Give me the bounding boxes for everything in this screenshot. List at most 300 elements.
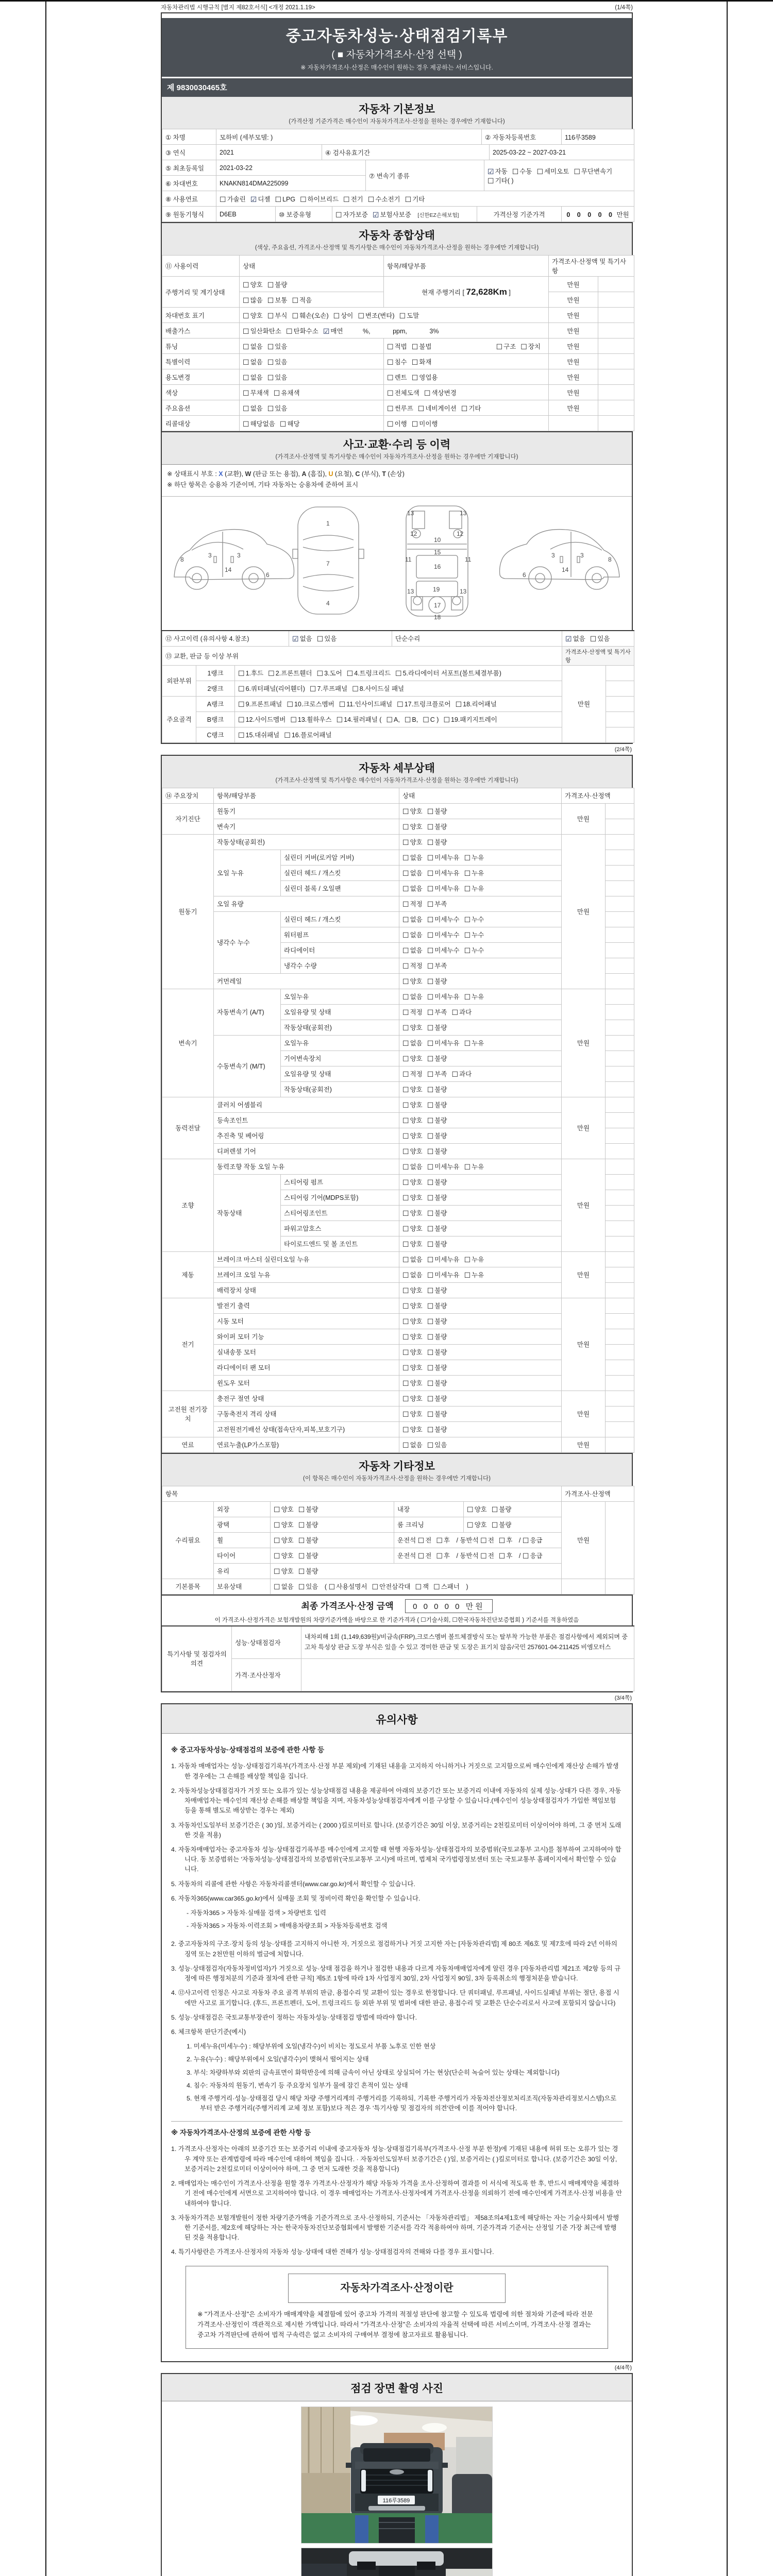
checkbox-option[interactable] [492,1504,512,1514]
checkbox-option[interactable] [323,326,343,335]
checkbox-option[interactable] [427,1162,460,1171]
checkbox-option[interactable] [402,1115,423,1125]
unchecked-checkbox-icon[interactable]: ☐ [402,1071,409,1079]
unchecked-checkbox-icon[interactable]: ☐ [333,312,340,320]
checkbox-option[interactable] [402,837,423,846]
unchecked-checkbox-icon[interactable]: ☐ [274,1583,280,1591]
unchecked-checkbox-icon[interactable]: ☐ [427,1411,434,1419]
checkbox-option[interactable] [300,194,339,204]
unchecked-checkbox-icon[interactable]: ☐ [464,1040,471,1048]
unchecked-checkbox-icon[interactable]: ☐ [427,1442,434,1450]
unchecked-checkbox-icon[interactable]: ☐ [411,420,418,429]
unchecked-checkbox-icon[interactable]: ☐ [346,670,354,678]
checkbox-option[interactable] [402,1409,423,1418]
unchecked-checkbox-icon[interactable]: ☐ [427,1333,434,1342]
checkbox-option[interactable] [412,357,432,366]
checkbox-option[interactable] [464,945,484,955]
checkbox-option[interactable] [402,1301,423,1310]
unchecked-checkbox-icon[interactable]: ☐ [520,343,527,351]
unchecked-checkbox-icon[interactable]: ☐ [402,1287,409,1295]
unchecked-checkbox-icon[interactable]: ☐ [402,839,409,847]
unchecked-checkbox-icon[interactable]: ☐ [402,993,409,1002]
unchecked-checkbox-icon[interactable]: ☐ [427,1101,434,1110]
unchecked-checkbox-icon[interactable]: ☐ [220,195,226,204]
checkbox-option[interactable] [238,684,305,693]
unchecked-checkbox-icon[interactable]: ☐ [417,404,425,413]
checkbox-option[interactable] [402,1440,423,1449]
checkbox-option[interactable] [298,1551,318,1560]
checkbox-option[interactable] [243,419,275,428]
checkbox-option[interactable] [329,1582,367,1591]
checkbox-option[interactable] [456,699,497,708]
unchecked-checkbox-icon[interactable]: ☐ [498,1552,506,1561]
unchecked-checkbox-icon[interactable]: ☐ [436,1537,443,1545]
unchecked-checkbox-icon[interactable]: ☐ [464,993,471,1002]
checkbox-option[interactable] [267,372,288,382]
unchecked-checkbox-icon[interactable]: ☐ [402,1210,409,1218]
checkbox-option[interactable] [347,668,391,677]
checkbox-option[interactable] [427,1023,447,1032]
unchecked-checkbox-icon[interactable]: ☐ [243,374,249,382]
unchecked-checkbox-icon[interactable]: ☐ [243,312,249,320]
unchecked-checkbox-icon[interactable]: ☐ [402,1380,409,1388]
checkbox-option[interactable] [402,1038,423,1047]
unchecked-checkbox-icon[interactable]: ☐ [267,374,274,382]
checkbox-option[interactable] [418,403,457,413]
unchecked-checkbox-icon[interactable]: ☐ [427,1194,434,1202]
unchecked-checkbox-icon[interactable]: ☐ [464,885,471,893]
checkbox-option[interactable] [512,166,532,176]
unchecked-checkbox-icon[interactable]: ☐ [512,167,519,176]
checkbox-option[interactable] [267,403,288,413]
unchecked-checkbox-icon[interactable]: ☐ [309,685,316,693]
checkbox-option[interactable] [243,372,263,382]
unchecked-checkbox-icon[interactable]: ☐ [402,1318,409,1326]
checkbox-option[interactable] [427,806,447,816]
unchecked-checkbox-icon[interactable]: ☐ [243,420,249,429]
checked-checkbox-icon[interactable]: ☑ [488,167,494,176]
checkbox-option[interactable] [250,194,271,204]
unchecked-checkbox-icon[interactable]: ☐ [427,1426,434,1434]
checkbox-option[interactable] [402,961,423,970]
unchecked-checkbox-icon[interactable]: ☐ [352,685,359,693]
checkbox-option[interactable] [402,1378,423,1387]
unchecked-checkbox-icon[interactable]: ☐ [427,1395,434,1403]
unchecked-checkbox-icon[interactable]: ☐ [402,1272,409,1280]
checkbox-option[interactable] [402,1131,423,1140]
checkbox-option[interactable] [243,295,263,304]
unchecked-checkbox-icon[interactable]: ☐ [402,901,409,909]
unchecked-checkbox-icon[interactable]: ☐ [427,808,434,816]
checkbox-option[interactable] [387,372,407,382]
unchecked-checkbox-icon[interactable]: ☐ [496,343,503,351]
checkbox-option[interactable] [402,930,423,939]
checked-checkbox-icon[interactable]: ☑ [292,635,299,643]
checkbox-option[interactable] [427,1440,447,1449]
checkbox-option[interactable] [274,1535,294,1545]
unchecked-checkbox-icon[interactable]: ☐ [402,1086,409,1094]
unchecked-checkbox-icon[interactable]: ☐ [387,374,394,382]
unchecked-checkbox-icon[interactable]: ☐ [417,1552,425,1561]
unchecked-checkbox-icon[interactable]: ☐ [274,1521,280,1530]
checkbox-option[interactable] [274,1582,294,1591]
unchecked-checkbox-icon[interactable]: ☐ [290,716,297,724]
unchecked-checkbox-icon[interactable]: ☐ [491,1506,498,1514]
checkbox-option[interactable] [418,1535,432,1545]
checkbox-option[interactable] [427,930,460,939]
checkbox-option[interactable] [418,1551,432,1560]
checkbox-option[interactable] [402,1347,423,1357]
checkbox-option[interactable] [427,945,460,955]
checkbox-option[interactable] [443,715,497,724]
checkbox-option[interactable] [267,295,288,304]
checkbox-option[interactable] [402,1239,423,1248]
unchecked-checkbox-icon[interactable]: ☐ [424,389,431,398]
unchecked-checkbox-icon[interactable]: ☐ [522,1537,529,1545]
checkbox-option[interactable] [238,699,282,708]
checkbox-option[interactable] [317,634,337,643]
unchecked-checkbox-icon[interactable]: ☐ [411,358,418,367]
unchecked-checkbox-icon[interactable]: ☐ [387,420,394,429]
checkbox-option[interactable] [427,868,460,877]
checkbox-option[interactable] [220,194,246,204]
unchecked-checkbox-icon[interactable]: ☐ [464,947,471,955]
unchecked-checkbox-icon[interactable]: ☐ [491,1521,498,1530]
checkbox-option[interactable] [286,326,318,335]
checkbox-option[interactable] [402,1270,423,1279]
unchecked-checkbox-icon[interactable]: ☐ [427,1225,434,1233]
unchecked-checkbox-icon[interactable]: ☐ [427,1148,434,1156]
checkbox-option[interactable] [243,311,263,320]
unchecked-checkbox-icon[interactable]: ☐ [427,962,434,971]
unchecked-checkbox-icon[interactable]: ☐ [467,1506,474,1514]
checkbox-option[interactable] [267,280,288,289]
checkbox-option[interactable] [243,357,263,366]
unchecked-checkbox-icon[interactable]: ☐ [427,1163,434,1172]
checkbox-option[interactable] [274,1504,294,1514]
unchecked-checkbox-icon[interactable]: ☐ [411,374,418,382]
checkbox-option[interactable] [427,837,447,846]
checkbox-option[interactable] [402,1162,423,1171]
checkbox-option[interactable] [402,1394,423,1403]
checkbox-option[interactable] [433,1582,460,1591]
checkbox-option[interactable] [427,1208,447,1217]
checkbox-option[interactable] [427,1007,447,1016]
checkbox-option[interactable] [451,1069,472,1078]
unchecked-checkbox-icon[interactable]: ☐ [402,1132,409,1141]
unchecked-checkbox-icon[interactable]: ☐ [427,1086,434,1094]
checkbox-option[interactable] [427,1409,447,1418]
checkbox-option[interactable] [427,1255,460,1264]
checkbox-option[interactable] [387,403,413,413]
unchecked-checkbox-icon[interactable]: ☐ [298,1521,305,1530]
unchecked-checkbox-icon[interactable]: ☐ [405,195,412,204]
checkbox-option[interactable] [427,1270,460,1279]
unchecked-checkbox-icon[interactable]: ☐ [273,389,280,398]
checkbox-option[interactable] [238,715,285,724]
unchecked-checkbox-icon[interactable]: ☐ [464,916,471,924]
unchecked-checkbox-icon[interactable]: ☐ [411,343,418,351]
checkbox-option[interactable] [268,668,312,677]
checkbox-option[interactable] [427,822,447,831]
unchecked-checkbox-icon[interactable]: ☐ [402,1194,409,1202]
checkbox-option[interactable] [499,1551,513,1560]
unchecked-checkbox-icon[interactable]: ☐ [402,1101,409,1110]
checkbox-option[interactable] [590,634,610,643]
checkbox-option[interactable] [274,388,300,397]
checkbox-option[interactable] [427,1146,447,1156]
unchecked-checkbox-icon[interactable]: ☐ [279,420,287,429]
unchecked-checkbox-icon[interactable]: ☐ [243,296,249,305]
checkbox-option[interactable] [267,311,288,320]
checkbox-option[interactable] [427,1301,447,1310]
unchecked-checkbox-icon[interactable]: ☐ [238,716,245,724]
checkbox-option[interactable] [424,388,457,397]
checkbox-option[interactable] [284,730,331,739]
unchecked-checkbox-icon[interactable]: ☐ [427,1071,434,1079]
checkbox-option[interactable] [427,1316,447,1326]
checkbox-option[interactable] [427,1363,447,1372]
unchecked-checkbox-icon[interactable]: ☐ [399,312,406,320]
unchecked-checkbox-icon[interactable]: ☐ [298,1537,305,1545]
unchecked-checkbox-icon[interactable]: ☐ [243,327,249,336]
unchecked-checkbox-icon[interactable]: ☐ [402,1442,409,1450]
checkbox-option[interactable] [373,210,411,219]
checkbox-option[interactable] [427,1285,447,1295]
checkbox-option[interactable] [275,195,296,204]
checkbox-option[interactable] [368,194,400,204]
unchecked-checkbox-icon[interactable]: ☐ [300,195,307,204]
unchecked-checkbox-icon[interactable]: ☐ [372,1583,379,1591]
checked-checkbox-icon[interactable]: ☑ [323,327,330,336]
checkbox-option[interactable] [427,1239,447,1248]
unchecked-checkbox-icon[interactable]: ☐ [464,931,471,940]
unchecked-checkbox-icon[interactable]: ☐ [402,1426,409,1434]
checkbox-option[interactable] [464,930,484,939]
checkbox-option[interactable] [352,684,404,693]
unchecked-checkbox-icon[interactable]: ☐ [427,870,434,878]
checkbox-option[interactable] [243,403,263,413]
checkbox-option[interactable] [290,715,331,724]
unchecked-checkbox-icon[interactable]: ☐ [427,1380,434,1388]
unchecked-checkbox-icon[interactable]: ☐ [443,716,450,724]
unchecked-checkbox-icon[interactable]: ☐ [402,1395,409,1403]
checkbox-option[interactable] [333,311,354,320]
checkbox-option[interactable] [402,1316,423,1326]
checkbox-option[interactable] [298,1504,318,1514]
unchecked-checkbox-icon[interactable]: ☐ [427,1364,434,1372]
checkbox-option[interactable] [402,1224,423,1233]
checkbox-option[interactable] [427,1038,460,1047]
checkbox-option[interactable] [402,806,423,816]
checkbox-option[interactable] [488,176,514,185]
checkbox-option[interactable] [238,730,279,739]
unchecked-checkbox-icon[interactable]: ☐ [402,1364,409,1372]
unchecked-checkbox-icon[interactable]: ☐ [402,885,409,893]
unchecked-checkbox-icon[interactable]: ☐ [455,701,462,709]
checkbox-option[interactable] [427,1224,447,1233]
unchecked-checkbox-icon[interactable]: ☐ [498,1537,506,1545]
checkbox-option[interactable] [402,868,423,877]
unchecked-checkbox-icon[interactable]: ☐ [397,701,404,709]
unchecked-checkbox-icon[interactable]: ☐ [427,1117,434,1125]
unchecked-checkbox-icon[interactable]: ☐ [402,808,409,816]
unchecked-checkbox-icon[interactable]: ☐ [243,343,249,351]
checkbox-option[interactable] [292,295,312,304]
checkbox-option[interactable] [238,668,263,677]
unchecked-checkbox-icon[interactable]: ☐ [292,312,298,320]
checkbox-option[interactable] [402,1146,423,1156]
unchecked-checkbox-icon[interactable]: ☐ [417,1537,425,1545]
unchecked-checkbox-icon[interactable]: ☐ [298,1568,305,1576]
unchecked-checkbox-icon[interactable]: ☐ [433,1583,440,1591]
checkbox-option[interactable] [412,372,438,382]
unchecked-checkbox-icon[interactable]: ☐ [402,854,409,862]
unchecked-checkbox-icon[interactable]: ☐ [243,281,249,290]
unchecked-checkbox-icon[interactable]: ☐ [427,916,434,924]
checkbox-option[interactable] [402,853,423,862]
unchecked-checkbox-icon[interactable]: ☐ [238,732,245,740]
checkbox-option[interactable] [339,699,392,708]
checkbox-option[interactable] [298,1582,318,1591]
checkbox-option[interactable] [536,166,569,176]
checked-checkbox-icon[interactable]: ☑ [250,195,257,204]
checkbox-option[interactable] [427,1054,447,1063]
unchecked-checkbox-icon[interactable]: ☐ [427,854,434,862]
checkbox-option[interactable] [496,342,516,351]
checkbox-option[interactable] [337,715,382,724]
checkbox-option[interactable] [243,342,263,351]
checkbox-option[interactable] [464,853,484,862]
checkbox-option[interactable] [317,668,342,677]
unchecked-checkbox-icon[interactable]: ☐ [335,211,342,219]
checkbox-option[interactable] [461,403,481,413]
unchecked-checkbox-icon[interactable]: ☐ [402,1241,409,1249]
unchecked-checkbox-icon[interactable]: ☐ [316,670,324,678]
unchecked-checkbox-icon[interactable]: ☐ [402,978,409,986]
unchecked-checkbox-icon[interactable]: ☐ [464,854,471,862]
checkbox-option[interactable] [402,945,423,955]
checkbox-option[interactable] [427,976,447,986]
unchecked-checkbox-icon[interactable]: ☐ [464,1272,471,1280]
unchecked-checkbox-icon[interactable]: ☐ [402,1302,409,1311]
unchecked-checkbox-icon[interactable]: ☐ [427,1210,434,1218]
checkbox-option[interactable] [412,342,432,351]
unchecked-checkbox-icon[interactable]: ☐ [427,901,434,909]
unchecked-checkbox-icon[interactable]: ☐ [427,1009,434,1017]
checkbox-option[interactable] [427,1115,447,1125]
checkbox-option[interactable] [427,914,460,924]
unchecked-checkbox-icon[interactable]: ☐ [427,947,434,955]
checkbox-option[interactable] [427,1394,447,1403]
unchecked-checkbox-icon[interactable]: ☐ [402,1148,409,1156]
checkbox-option[interactable] [402,1363,423,1372]
checkbox-option[interactable] [523,1551,543,1560]
checkbox-option[interactable] [274,1520,294,1529]
unchecked-checkbox-icon[interactable]: ☐ [402,1349,409,1357]
unchecked-checkbox-icon[interactable]: ☐ [243,358,249,367]
unchecked-checkbox-icon[interactable]: ☐ [275,195,282,204]
unchecked-checkbox-icon[interactable]: ☐ [402,1024,409,1032]
checkbox-option[interactable] [372,1582,411,1591]
unchecked-checkbox-icon[interactable]: ☐ [423,716,429,724]
unchecked-checkbox-icon[interactable]: ☐ [267,358,274,367]
checkbox-option[interactable] [488,166,508,176]
unchecked-checkbox-icon[interactable]: ☐ [427,978,434,986]
unchecked-checkbox-icon[interactable]: ☐ [402,1179,409,1187]
unchecked-checkbox-icon[interactable]: ☐ [464,1163,471,1172]
unchecked-checkbox-icon[interactable]: ☐ [238,701,245,709]
checkbox-option[interactable] [387,388,419,397]
unchecked-checkbox-icon[interactable]: ☐ [358,312,364,320]
checkbox-option[interactable] [427,992,460,1001]
unchecked-checkbox-icon[interactable]: ☐ [292,296,298,305]
unchecked-checkbox-icon[interactable]: ☐ [267,296,274,305]
checkbox-option[interactable] [427,1332,447,1341]
unchecked-checkbox-icon[interactable]: ☐ [328,1583,335,1591]
checkbox-option[interactable] [243,388,269,397]
unchecked-checkbox-icon[interactable]: ☐ [274,1537,280,1545]
unchecked-checkbox-icon[interactable]: ☐ [402,1163,409,1172]
unchecked-checkbox-icon[interactable]: ☐ [267,281,274,290]
checkbox-option[interactable] [423,716,439,724]
unchecked-checkbox-icon[interactable]: ☐ [427,839,434,847]
unchecked-checkbox-icon[interactable]: ☐ [427,1302,434,1311]
unchecked-checkbox-icon[interactable]: ☐ [402,1411,409,1419]
unchecked-checkbox-icon[interactable]: ☐ [427,885,434,893]
checkbox-option[interactable] [427,1347,447,1357]
unchecked-checkbox-icon[interactable]: ☐ [536,167,543,176]
checkbox-option[interactable] [386,716,399,724]
unchecked-checkbox-icon[interactable]: ☐ [427,1349,434,1357]
checkbox-option[interactable] [402,1023,423,1032]
checked-checkbox-icon[interactable]: ☑ [372,211,379,219]
checkbox-option[interactable] [464,992,484,1001]
unchecked-checkbox-icon[interactable]: ☐ [402,1055,409,1063]
unchecked-checkbox-icon[interactable]: ☐ [402,931,409,940]
checkbox-option[interactable] [427,1378,447,1387]
checkbox-option[interactable] [436,1535,450,1545]
unchecked-checkbox-icon[interactable]: ☐ [298,1552,305,1561]
checkbox-option[interactable] [464,884,484,893]
checkbox-option[interactable] [451,1007,472,1016]
checkbox-option[interactable] [358,311,394,320]
unchecked-checkbox-icon[interactable]: ☐ [336,716,343,724]
unchecked-checkbox-icon[interactable]: ☐ [427,931,434,940]
checkbox-option[interactable] [405,716,418,724]
unchecked-checkbox-icon[interactable]: ☐ [464,870,471,878]
checkbox-option[interactable] [427,884,460,893]
unchecked-checkbox-icon[interactable]: ☐ [243,404,249,413]
checkbox-option[interactable] [298,1566,318,1575]
checkbox-option[interactable] [464,868,484,877]
checkbox-option[interactable] [402,899,423,908]
unchecked-checkbox-icon[interactable]: ☐ [427,1179,434,1187]
unchecked-checkbox-icon[interactable]: ☐ [402,1225,409,1233]
unchecked-checkbox-icon[interactable]: ☐ [480,1552,487,1561]
checkbox-option[interactable] [427,1193,447,1202]
unchecked-checkbox-icon[interactable]: ☐ [574,167,580,176]
checkbox-option[interactable] [280,419,300,428]
unchecked-checkbox-icon[interactable]: ☐ [274,1568,280,1576]
unchecked-checkbox-icon[interactable]: ☐ [343,195,350,204]
checkbox-option[interactable] [402,884,423,893]
unchecked-checkbox-icon[interactable]: ☐ [427,1132,434,1141]
checkbox-option[interactable] [402,1193,423,1202]
checkbox-option[interactable] [343,194,363,204]
unchecked-checkbox-icon[interactable]: ☐ [402,916,409,924]
unchecked-checkbox-icon[interactable]: ☐ [243,389,249,398]
